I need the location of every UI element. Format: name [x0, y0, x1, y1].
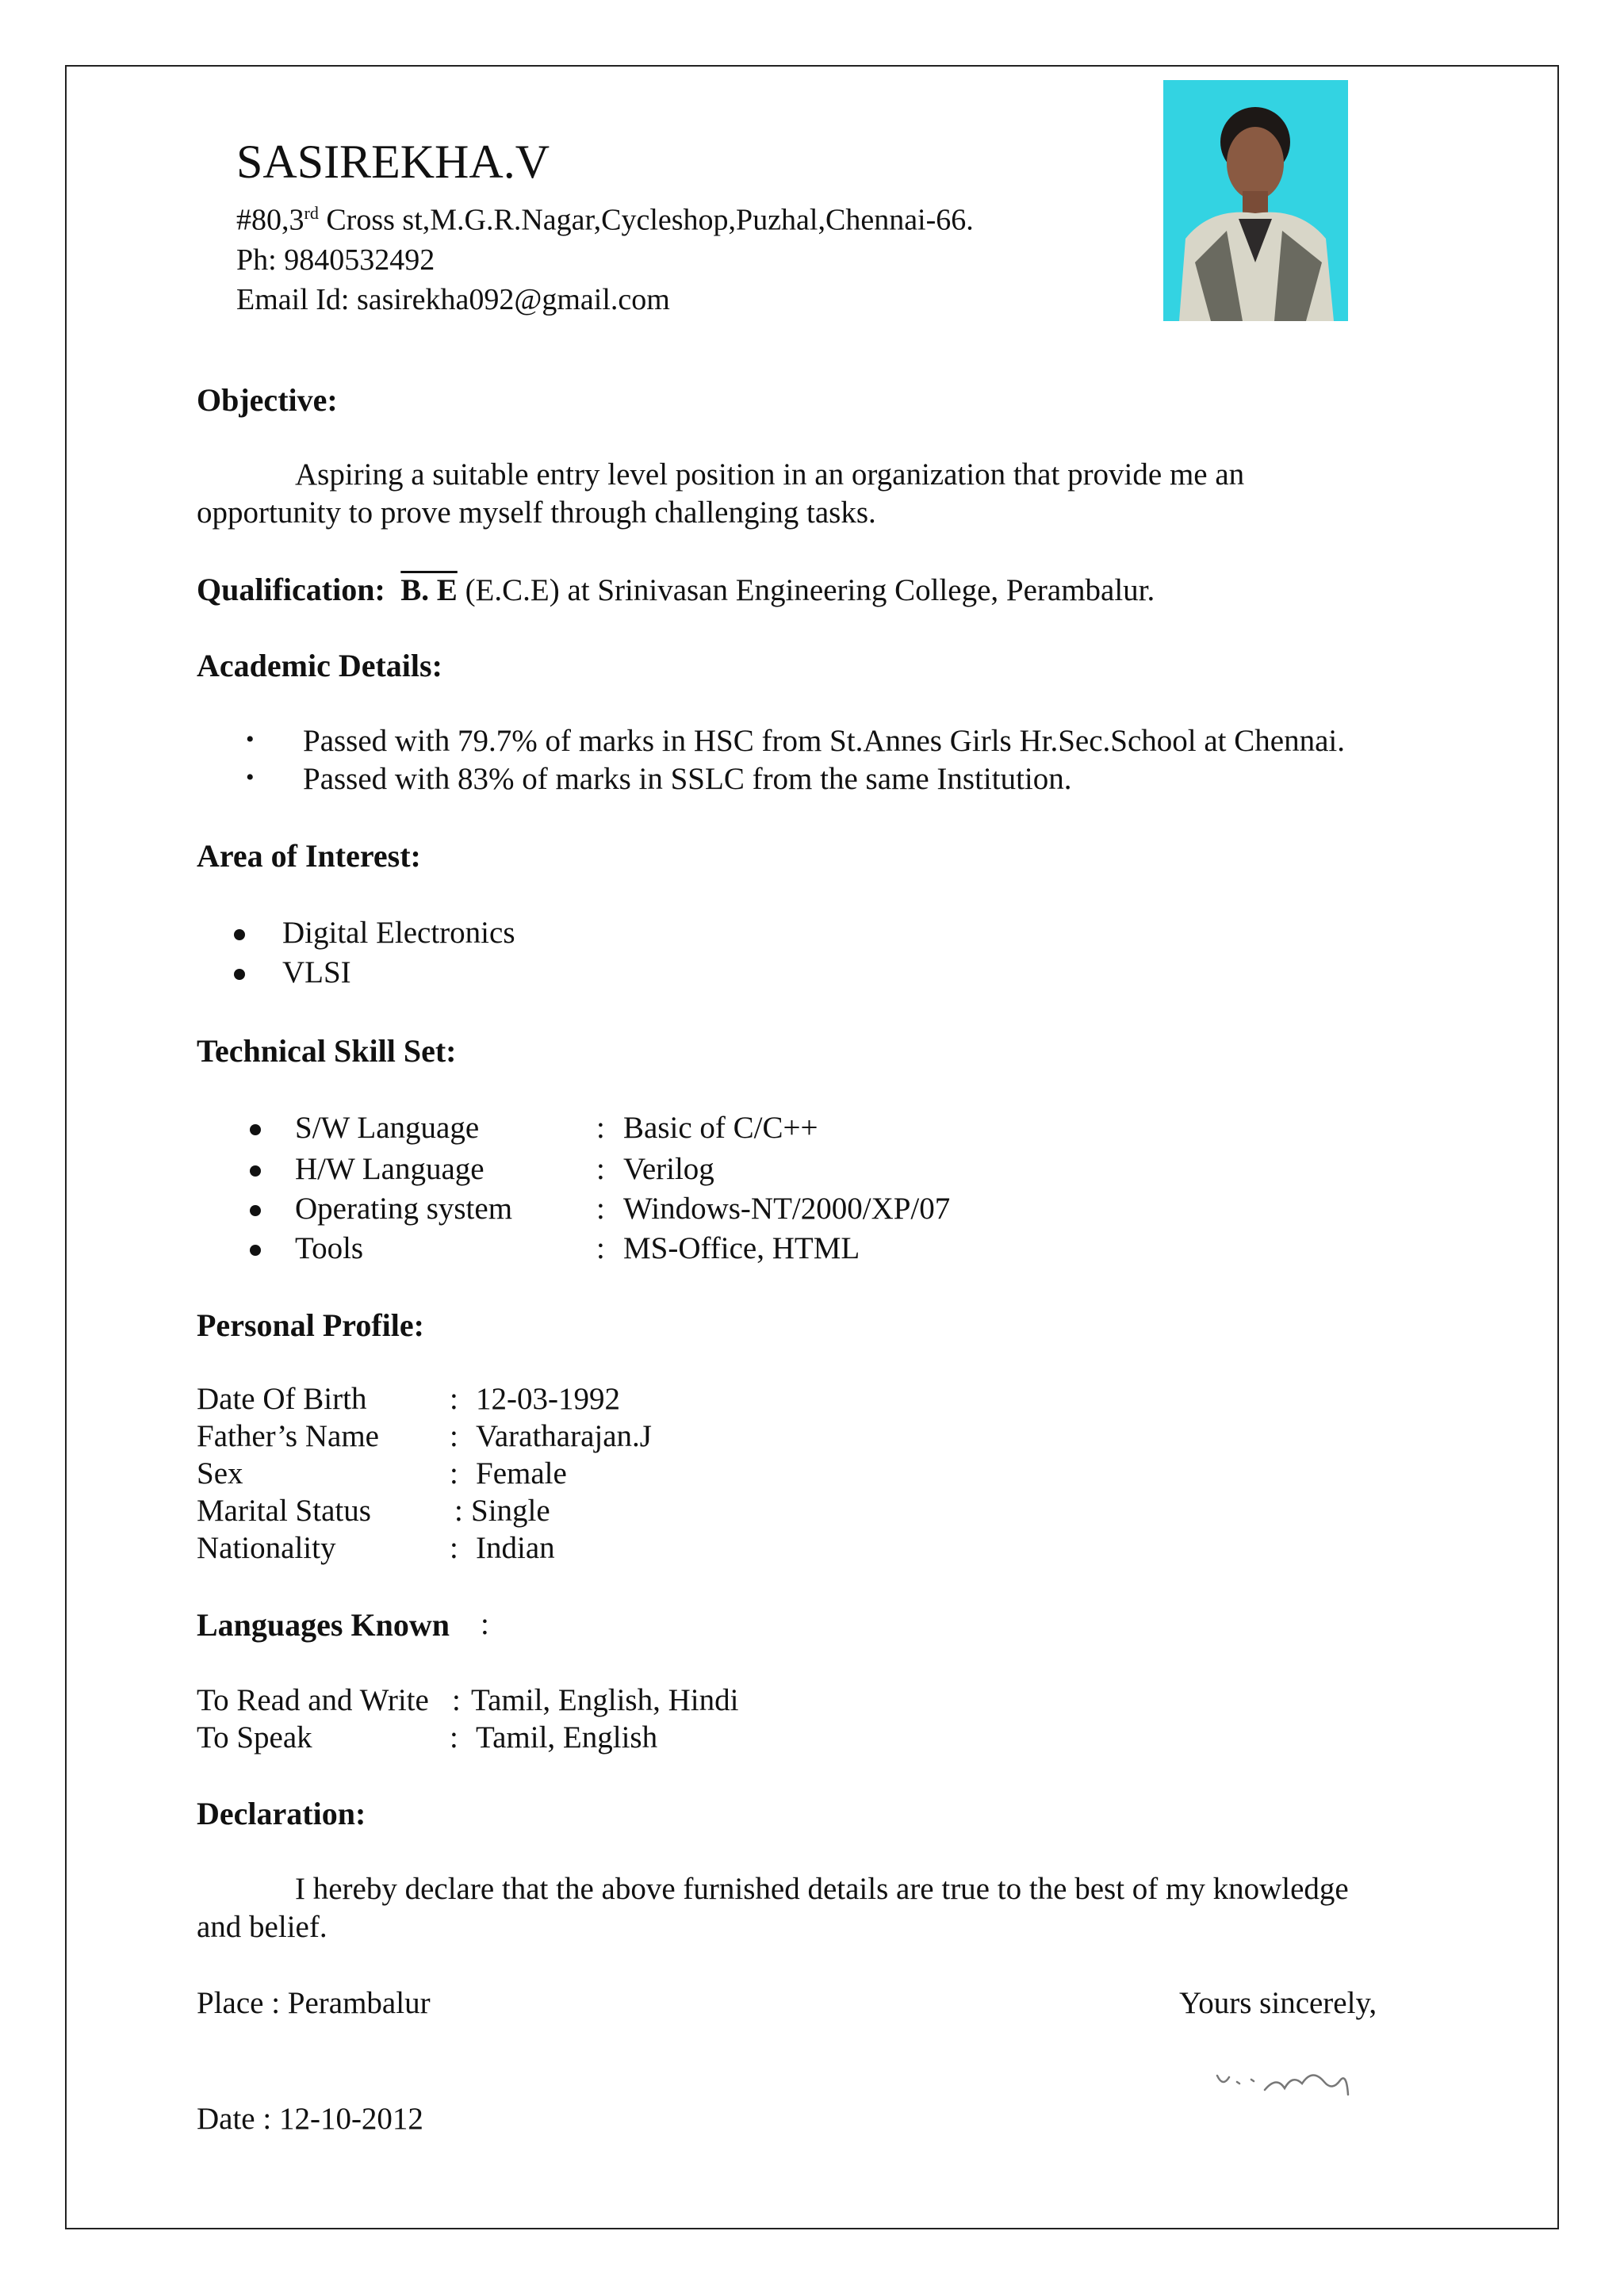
profile-value: Female — [476, 1456, 567, 1490]
academic-item-1: Passed with 79.7% of marks in HSC from St.Annes Girls Hr.Sec.School at Chennai. — [303, 724, 1345, 758]
date: Date : 12-10-2012 — [197, 2102, 423, 2136]
skill-label: Tools — [295, 1231, 364, 1265]
degree: B. E — [400, 573, 458, 607]
bullet — [234, 969, 245, 980]
academic-item-2: Passed with 83% of marks in SSLC from the same Institution. — [303, 762, 1072, 796]
address-text: Cross st,M.G.R.Nagar,Cycleshop,Puzhal,Chennai-66. — [318, 203, 974, 237]
profile-label: Sex — [197, 1456, 243, 1490]
interest-heading: Area of Interest: — [197, 838, 421, 874]
email: Email Id: sasirekha092@gmail.com — [236, 283, 670, 316]
separator: : — [452, 1683, 461, 1717]
bullet: • — [246, 726, 255, 752]
separator: : — [481, 1607, 489, 1641]
bullet — [234, 929, 245, 940]
separator: : — [596, 1231, 605, 1265]
declaration-text-line-2: and belief. — [197, 1910, 327, 1944]
separator: : — [596, 1152, 605, 1186]
read-write-value: Tamil, English, Hindi — [471, 1683, 739, 1717]
signature — [1213, 2060, 1364, 2115]
declaration-text-line-1: I hereby declare that the above furnished details are true to the best of my knowledge — [295, 1872, 1349, 1906]
bullet — [250, 1205, 261, 1216]
profile-value: Varatharajan.J — [476, 1419, 652, 1453]
speak-label: To Speak — [197, 1720, 312, 1755]
address-superscript: rd — [304, 203, 319, 223]
separator: : — [450, 1419, 458, 1453]
skill-value: MS-Office, HTML — [623, 1231, 860, 1265]
profile-value: Indian — [476, 1531, 555, 1565]
skills-heading: Technical Skill Set: — [197, 1033, 457, 1069]
interest-item-1: Digital Electronics — [282, 916, 515, 950]
profile-label: Father’s Name — [197, 1419, 379, 1453]
skill-label: S/W Language — [295, 1111, 480, 1145]
portrait-image — [1163, 80, 1348, 321]
skill-value: Windows-NT/2000/XP/07 — [623, 1192, 951, 1226]
phone: Ph: 9840532492 — [236, 243, 435, 277]
languages-heading: Languages Known — [197, 1607, 450, 1643]
qualification-heading: Qualification: — [197, 572, 385, 607]
objective-heading: Objective: — [197, 382, 338, 418]
bullet: • — [246, 764, 255, 790]
objective-text-line-2: opportunity to prove myself through challenging tasks. — [197, 496, 876, 530]
candidate-name: SASIREKHA.V — [236, 136, 550, 188]
separator: : — [450, 1720, 458, 1755]
address-number: #80,3 — [236, 203, 304, 237]
skill-value: Basic of C/C++ — [623, 1111, 818, 1145]
profile-value: 12-03-1992 — [476, 1382, 620, 1416]
declaration-heading: Declaration: — [197, 1796, 366, 1831]
qualification-detail: (E.C.E) at Srinivasan Engineering College, Perambalur. — [457, 573, 1155, 607]
separator: : — [450, 1456, 458, 1490]
bullet — [250, 1124, 261, 1135]
place: Place : Perambalur — [197, 1986, 431, 2020]
separator: : — [596, 1111, 605, 1145]
bullet — [250, 1165, 261, 1177]
objective-text-line-1: Aspiring a suitable entry level position in an organization that provide me an — [295, 457, 1245, 492]
academic-heading: Academic Details: — [197, 648, 442, 683]
closing: Yours sincerely, — [1179, 1986, 1377, 2020]
separator: : — [450, 1531, 458, 1565]
profile-label: Marital Status — [197, 1494, 371, 1528]
interest-item-2: VLSI — [282, 955, 351, 989]
qualification-line — [197, 571, 1155, 608]
address-line — [236, 205, 974, 235]
profile-label: Nationality — [197, 1531, 336, 1565]
speak-value: Tamil, English — [476, 1720, 658, 1755]
skill-label: H/W Language — [295, 1152, 485, 1186]
separator: : — [596, 1192, 605, 1226]
read-write-label: To Read and Write — [197, 1683, 429, 1717]
skill-value: Verilog — [623, 1152, 714, 1186]
skill-label: Operating system — [295, 1192, 513, 1226]
bullet — [250, 1245, 261, 1256]
profile-value: Single — [471, 1494, 550, 1528]
profile-photo — [1163, 80, 1348, 321]
profile-label: Date Of Birth — [197, 1382, 367, 1416]
separator: : — [454, 1494, 463, 1528]
personal-heading: Personal Profile: — [197, 1307, 424, 1343]
separator: : — [450, 1382, 458, 1416]
